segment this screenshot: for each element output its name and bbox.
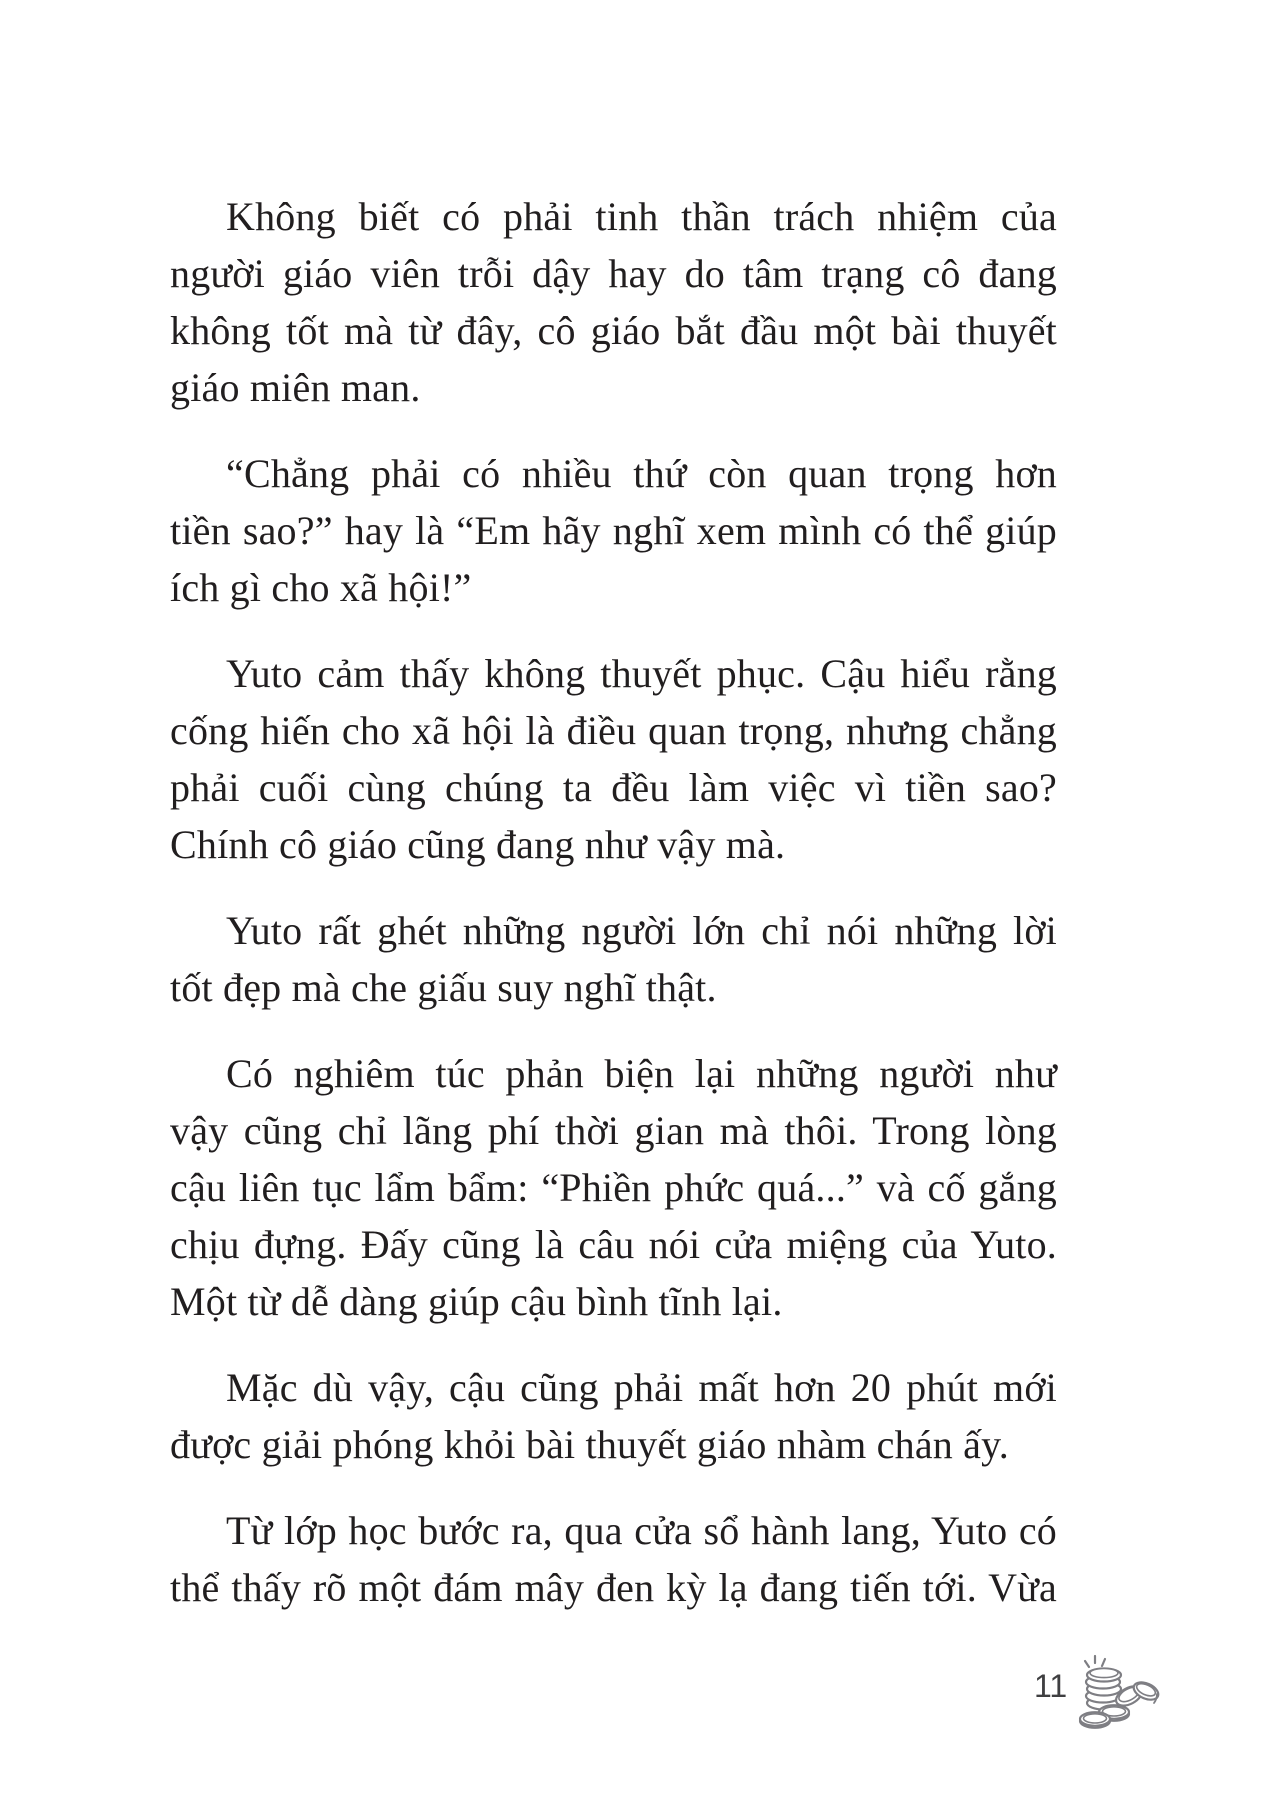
text-line: giáo miên man.: [170, 365, 421, 410]
text-line: thể thấy rõ một đám mây đen kỳ lạ đang tiến tới. Vừa: [170, 1565, 1057, 1610]
text-line: Yuto rất ghét những người lớn chỉ nói những lời: [226, 908, 1057, 953]
text-line: Yuto cảm thấy không thuyết phục. Cậu hiểu rằng: [226, 651, 1057, 696]
text-line: được giải phóng khỏi bài thuyết giáo nhàm chán ấy.: [170, 1422, 1009, 1467]
text-line: Không biết có phải tinh thần trách nhiệm của: [226, 194, 1057, 239]
text-line: cậu liên tục lẩm bẩm: “Phiền phức quá...” và cố gắng: [170, 1165, 1057, 1210]
text-line: Chính cô giáo cũng đang như vậy mà.: [170, 822, 786, 867]
page-number: 11: [1034, 1668, 1068, 1704]
text-line: Mặc dù vậy, cậu cũng phải mất hơn 20 phút mới: [226, 1365, 1057, 1410]
paragraph: [170, 445, 1057, 616]
text-line: Có nghiêm túc phản biện lại những người như: [226, 1051, 1057, 1096]
text-line: tiền sao?” hay là “Em hãy nghĩ xem mình có thể giúp: [170, 508, 1057, 553]
text-line: cống hiến cho xã hội là điều quan trọng, nhưng chẳng: [170, 708, 1057, 753]
text-line: “Chẳng phải có nhiều thứ còn quan trọng hơn: [226, 451, 1057, 496]
text-line: Từ lớp học bước ra, qua cửa sổ hành lang, Yuto có: [226, 1508, 1057, 1553]
text-line: phải cuối cùng chúng ta đều làm việc vì tiền sao?: [170, 765, 1057, 810]
text-line: chịu đựng. Đấy cũng là câu nói cửa miệng của Yuto.: [170, 1222, 1057, 1267]
paragraph: [170, 645, 1057, 873]
text-line: không tốt mà từ đây, cô giáo bắt đầu một bài thuyết: [170, 308, 1057, 353]
paragraph: [170, 1045, 1057, 1330]
paragraph: [170, 902, 1057, 1016]
paragraph: [170, 1359, 1057, 1473]
paragraph: [170, 1502, 1057, 1616]
paragraph: [170, 188, 1057, 416]
coins-icon: [1074, 1648, 1162, 1736]
text-line: Một từ dễ dàng giúp cậu bình tĩnh lại.: [170, 1279, 783, 1324]
text-line: người giáo viên trỗi dậy hay do tâm trạng cô đang: [170, 251, 1057, 296]
text-line: ích gì cho xã hội!”: [170, 565, 472, 610]
text-line: tốt đẹp mà che giấu suy nghĩ thật.: [170, 965, 717, 1010]
page-text: [170, 188, 1057, 1616]
text-line: vậy cũng chỉ lãng phí thời gian mà thôi. Trong lòng: [170, 1108, 1057, 1153]
